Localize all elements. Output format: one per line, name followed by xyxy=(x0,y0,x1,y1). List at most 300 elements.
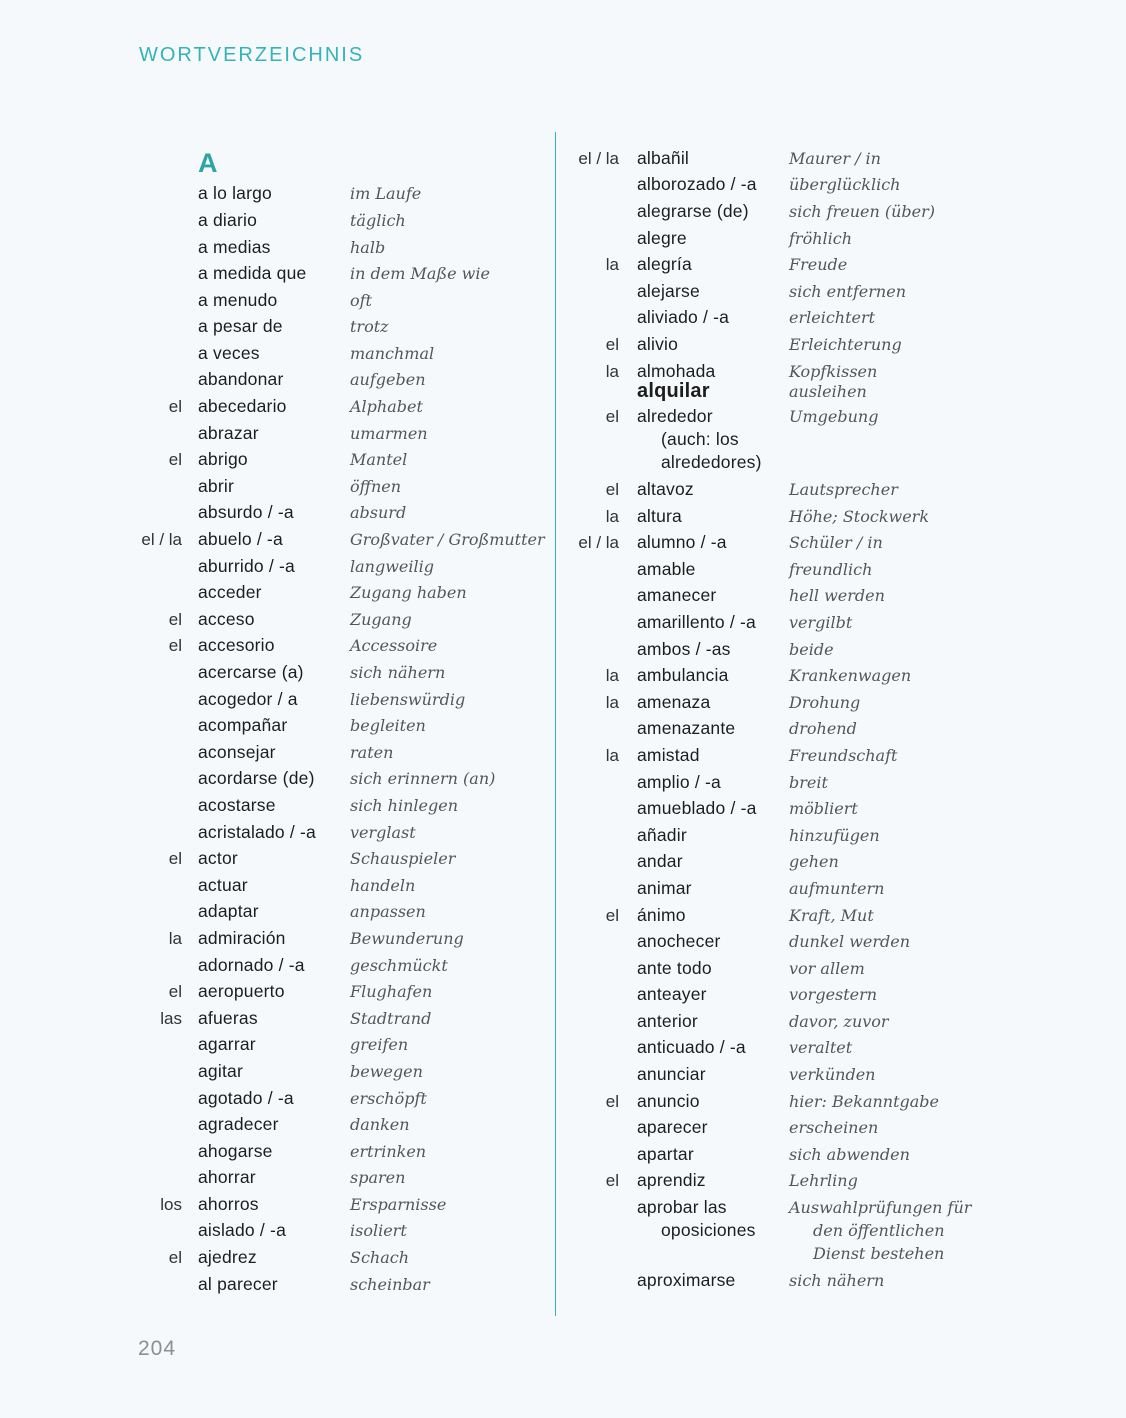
entry-german-main: handeln xyxy=(350,876,416,895)
entry-spanish-term xyxy=(637,904,686,927)
entry-spanish-term xyxy=(637,531,727,554)
entry-article: el / la xyxy=(141,530,182,549)
entry-spanish-main: aislado / -a xyxy=(198,1220,287,1240)
entry-spanish-term xyxy=(637,1063,706,1086)
entry-german-main: sparen xyxy=(350,1168,406,1187)
entry-spanish-term xyxy=(198,236,271,259)
entry-german-translation xyxy=(350,900,426,923)
entry-spanish-main: alumno / -a xyxy=(637,532,727,552)
entry-german-translation xyxy=(350,741,393,764)
entry-spanish-main: altura xyxy=(637,506,682,526)
entry-german-translation xyxy=(789,771,828,794)
entry-german-translation xyxy=(789,1010,889,1033)
entry-german-translation xyxy=(789,173,900,196)
entry-spanish-main: acompañar xyxy=(198,715,288,735)
entry-spanish-main: a veces xyxy=(198,343,260,363)
entry-german-main: sich nähern xyxy=(350,663,446,682)
entry-spanish-term xyxy=(198,980,285,1003)
entry-german-main: sich entfernen xyxy=(789,282,906,301)
entry-spanish-term xyxy=(198,767,315,790)
entry-german-main: hinzufügen xyxy=(789,826,880,845)
entry-german-translation xyxy=(350,581,467,604)
entry-german-translation xyxy=(350,342,434,365)
entry-spanish-main: ajedrez xyxy=(198,1247,257,1267)
entry-german-main: Lautsprecher xyxy=(789,480,898,499)
entry-german-main: Zugang haben xyxy=(350,583,467,602)
entry-spanish-term xyxy=(637,227,687,250)
entry-german-main: veraltet xyxy=(789,1038,853,1057)
entry-spanish-term xyxy=(637,611,756,634)
entry-spanish-main: amistad xyxy=(637,745,700,765)
entry-spanish-term xyxy=(198,1087,294,1110)
entry-german-translation xyxy=(789,333,902,356)
entry-spanish-term xyxy=(198,688,298,711)
entry-german-main: anpassen xyxy=(350,902,426,921)
entry-german-translation xyxy=(350,528,545,551)
entry-german-main: in dem Maße wie xyxy=(350,264,490,283)
entry-article: la xyxy=(605,666,619,685)
entry-german-translation xyxy=(789,280,906,303)
entry-german-main: Flughafen xyxy=(350,982,433,1001)
entry-german-main: Krankenwagen xyxy=(789,666,912,685)
entry-german-translation xyxy=(789,824,880,847)
entry-spanish-term xyxy=(198,1219,286,1242)
entry-article: el xyxy=(605,480,619,499)
entry-spanish-main: abuelo / -a xyxy=(198,529,283,549)
entry-spanish-main: albañil xyxy=(637,148,689,168)
entry-spanish-term xyxy=(198,315,283,338)
entry-german-main: hell werden xyxy=(789,586,885,605)
entry-german-main: isoliert xyxy=(350,1221,407,1240)
entry-german-translation xyxy=(789,638,834,661)
entry-german-translation xyxy=(350,1113,410,1136)
entry-spanish-term xyxy=(198,661,304,684)
entry-spanish-term xyxy=(198,1007,258,1030)
entry-spanish-main: aproximarse xyxy=(637,1270,736,1290)
entry-article: la xyxy=(605,507,619,526)
entry-spanish-main: anterior xyxy=(637,1011,698,1031)
entry-spanish-main: aconsejar xyxy=(198,742,276,762)
entry-german-translation xyxy=(789,1063,875,1086)
entry-spanish-main: amarillento / -a xyxy=(637,612,756,632)
entry-spanish-main: actor xyxy=(198,848,238,868)
entry-spanish-main: aprobar las xyxy=(637,1197,727,1217)
entry-article: el xyxy=(168,450,182,469)
entry-spanish-main: ambulancia xyxy=(637,665,729,685)
entry-german-translation xyxy=(350,688,465,711)
entry-german-translation xyxy=(350,555,434,578)
entry-spanish-main: aliviado / -a xyxy=(637,307,730,327)
entry-spanish-term xyxy=(198,501,294,524)
entry-german-translation xyxy=(350,1219,407,1242)
entry-german-translation xyxy=(350,927,464,950)
entry-german-translation xyxy=(789,930,910,953)
entry-german-main: Umgebung xyxy=(789,407,879,426)
entry-german-translation xyxy=(789,584,885,607)
entry-spanish-term xyxy=(637,147,689,170)
entry-german-main: langweilig xyxy=(350,557,434,576)
entry-spanish-main: agitar xyxy=(198,1061,243,1081)
entry-german-main: erleichtert xyxy=(789,308,876,327)
entry-german-translation xyxy=(350,821,416,844)
entry-german-translation xyxy=(789,877,884,900)
column-divider xyxy=(555,132,556,1316)
entry-spanish-main: adornado / -a xyxy=(198,955,305,975)
entry-german-main: Stadtrand xyxy=(350,1009,432,1028)
entry-spanish-term xyxy=(637,1010,698,1033)
entry-spanish-main: animar xyxy=(637,878,692,898)
entry-spanish-main: absurdo / -a xyxy=(198,502,294,522)
entry-spanish-term xyxy=(637,638,731,661)
entry-spanish-main: amenazante xyxy=(637,718,736,738)
entry-german-translation xyxy=(350,794,458,817)
entry-spanish-main: amanecer xyxy=(637,585,717,605)
entry-spanish-term xyxy=(637,200,749,223)
entry-german-main: vorgestern xyxy=(789,985,878,1004)
entry-article: la xyxy=(168,929,182,948)
entry-german-translation xyxy=(350,422,428,445)
entry-spanish-term xyxy=(198,1273,278,1296)
entry-spanish-term xyxy=(198,475,234,498)
entry-spanish-main: ante todo xyxy=(637,958,712,978)
entry-spanish-term xyxy=(637,930,721,953)
entry-german-translation xyxy=(789,505,929,528)
entry-german-continuation: den öffentlichen xyxy=(813,1221,945,1240)
entry-german-main: halb xyxy=(350,238,386,257)
entry-spanish-term xyxy=(198,581,262,604)
entry-spanish-term xyxy=(198,900,259,923)
entry-spanish-main: acostarse xyxy=(198,795,276,815)
entry-spanish-term xyxy=(637,505,682,528)
entry-german-main: Freude xyxy=(789,255,848,274)
entry-spanish-main: anticuado / -a xyxy=(637,1037,746,1057)
entry-german-translation xyxy=(789,405,878,428)
entry-german-translation xyxy=(350,315,389,338)
entry-german-translation xyxy=(789,253,847,276)
entry-german-translation xyxy=(789,957,865,980)
entry-german-main: Maurer / in xyxy=(789,149,881,168)
entry-spanish-term xyxy=(198,634,275,657)
entry-german-translation xyxy=(350,475,401,498)
entry-spanish-main: amenaza xyxy=(637,692,711,712)
entry-spanish-term xyxy=(637,1036,746,1059)
entry-german-main: Großvater / Großmutter xyxy=(350,530,545,549)
entry-spanish-term xyxy=(637,717,735,740)
entry-german-translation xyxy=(350,448,407,471)
entry-german-main: raten xyxy=(350,743,394,762)
entry-german-translation xyxy=(350,1060,423,1083)
entry-spanish-main: ánimo xyxy=(637,905,686,925)
entry-spanish-term xyxy=(198,1113,279,1136)
entry-german-main: vor allem xyxy=(789,959,865,978)
entry-spanish-main: a menudo xyxy=(198,290,278,310)
entry-spanish-continuation: alrededores) xyxy=(661,452,762,472)
entry-spanish-term xyxy=(198,448,248,471)
entry-german-main: vergilbt xyxy=(789,613,853,632)
entry-spanish-main: anuncio xyxy=(637,1091,700,1111)
entry-spanish-term xyxy=(198,342,260,365)
entry-spanish-main: a pesar de xyxy=(198,316,283,336)
entry-german-translation xyxy=(789,904,874,927)
entry-spanish-term xyxy=(198,741,276,764)
entry-german-main: Auswahlprüfungen für xyxy=(789,1198,972,1217)
entry-german-translation xyxy=(350,714,426,737)
entry-german-translation xyxy=(350,1166,405,1189)
entry-spanish-main: abecedario xyxy=(198,396,287,416)
entry-german-translation xyxy=(350,1033,408,1056)
entry-spanish-term xyxy=(198,794,276,817)
entry-german-translation xyxy=(789,380,867,403)
entry-german-main: absurd xyxy=(350,503,407,522)
entry-article: el xyxy=(168,849,182,868)
entry-german-translation xyxy=(350,847,455,870)
entry-german-main: sich abwenden xyxy=(789,1145,910,1164)
entry-german-main: davor, zuvor xyxy=(789,1012,889,1031)
entry-german-translation xyxy=(350,368,426,391)
entry-spanish-term xyxy=(637,744,700,767)
entry-spanish-main: alegría xyxy=(637,254,692,274)
entry-german-translation xyxy=(789,1169,858,1192)
entry-german-translation xyxy=(350,262,490,285)
entry-german-main: freundlich xyxy=(789,560,873,579)
entry-spanish-term xyxy=(637,558,696,581)
entry-spanish-term xyxy=(637,1116,708,1139)
entry-german-main: fröhlich xyxy=(789,229,853,248)
entry-german-main: sich nähern xyxy=(789,1271,885,1290)
entry-german-main: ertrinken xyxy=(350,1142,427,1161)
entry-spanish-main: alrededor xyxy=(637,406,713,426)
entry-spanish-main: amueblado / -a xyxy=(637,798,757,818)
entry-spanish-term xyxy=(198,262,306,285)
entry-spanish-term xyxy=(637,1169,706,1192)
entry-german-translation xyxy=(350,236,385,259)
entry-spanish-main: aburrido / -a xyxy=(198,556,295,576)
entry-spanish-main: alborozado / -a xyxy=(637,174,757,194)
entry-german-main: verkünden xyxy=(789,1065,876,1084)
entry-german-translation xyxy=(350,1193,446,1216)
entry-spanish-term xyxy=(637,1196,756,1242)
entry-german-main: Schauspieler xyxy=(350,849,456,868)
entry-spanish-term xyxy=(637,824,687,847)
entry-german-main: Freundschaft xyxy=(789,746,898,765)
entry-german-main: liebenswürdig xyxy=(350,690,466,709)
entry-spanish-main: alejarse xyxy=(637,281,700,301)
entry-german-main: möbliert xyxy=(789,799,858,818)
entry-german-main: trotz xyxy=(350,317,389,336)
entry-spanish-main: agradecer xyxy=(198,1114,279,1134)
entry-article: el xyxy=(605,906,619,925)
entry-german-translation xyxy=(789,611,852,634)
entry-spanish-term xyxy=(637,584,716,607)
entry-german-main: danken xyxy=(350,1115,410,1134)
entry-spanish-term xyxy=(198,395,287,418)
entry-spanish-term xyxy=(198,1246,257,1269)
entry-german-translation xyxy=(789,691,860,714)
entry-article: el xyxy=(605,335,619,354)
entry-german-translation xyxy=(350,1007,431,1030)
entry-spanish-main: abandonar xyxy=(198,369,284,389)
entry-spanish-term xyxy=(637,333,678,356)
entry-german-main: Mantel xyxy=(350,450,408,469)
entry-german-main: täglich xyxy=(350,211,406,230)
entry-article: los xyxy=(160,1195,182,1214)
entry-german-main: scheinbar xyxy=(350,1275,430,1294)
entry-spanish-term xyxy=(637,957,712,980)
entry-article: el xyxy=(168,1248,182,1267)
entry-spanish-term xyxy=(198,954,305,977)
entry-german-translation xyxy=(789,1143,910,1166)
entry-spanish-term xyxy=(637,253,692,276)
entry-spanish-main: acceder xyxy=(198,582,262,602)
entry-german-main: breit xyxy=(789,773,828,792)
entry-german-main: Schüler / in xyxy=(789,533,883,552)
page-number: 204 xyxy=(138,1337,177,1360)
section-letter: A xyxy=(198,148,218,178)
entry-german-main: erschöpft xyxy=(350,1089,427,1108)
entry-spanish-main: apartar xyxy=(637,1144,694,1164)
entry-german-translation xyxy=(350,980,432,1003)
entry-spanish-main: abrazar xyxy=(198,423,259,443)
entry-german-translation xyxy=(350,395,423,418)
entry-german-main: Bewunderung xyxy=(350,929,464,948)
entry-spanish-main: alquilar xyxy=(637,380,710,402)
entry-spanish-main: acordarse (de) xyxy=(198,768,315,788)
entry-spanish-term xyxy=(637,983,707,1006)
entry-spanish-term xyxy=(198,1033,256,1056)
entry-german-main: verglast xyxy=(350,823,416,842)
entry-spanish-term xyxy=(637,173,757,196)
entry-spanish-term xyxy=(198,714,287,737)
entry-german-translation xyxy=(350,661,445,684)
entry-german-main: gehen xyxy=(789,852,839,871)
entry-german-main: Ersparnisse xyxy=(350,1195,447,1214)
entry-spanish-term xyxy=(637,850,683,873)
entry-spanish-term xyxy=(637,306,729,329)
entry-german-main: drohend xyxy=(789,719,857,738)
entry-spanish-term xyxy=(198,1166,256,1189)
entry-german-translation xyxy=(789,227,852,250)
entry-german-translation xyxy=(789,664,911,687)
entry-spanish-main: anteayer xyxy=(637,984,707,1004)
entry-german-main: bewegen xyxy=(350,1062,423,1081)
entry-spanish-main: ambos / -as xyxy=(637,639,731,659)
entry-spanish-term xyxy=(198,182,272,205)
entry-german-main: erscheinen xyxy=(789,1118,879,1137)
entry-spanish-term xyxy=(637,1143,694,1166)
entry-spanish-main: andar xyxy=(637,851,683,871)
entry-spanish-continuation: oposiciones xyxy=(661,1220,756,1240)
entry-german-main: sich freuen (über) xyxy=(789,202,936,221)
entry-spanish-main: alegrarse (de) xyxy=(637,201,749,221)
entry-spanish-main: aeropuerto xyxy=(198,981,285,1001)
entry-article: el xyxy=(605,1092,619,1111)
entry-spanish-term xyxy=(198,821,316,844)
entry-article: el / la xyxy=(578,149,619,168)
entry-spanish-term xyxy=(637,1090,700,1113)
entry-german-translation xyxy=(350,1246,409,1269)
entry-german-main: manchmal xyxy=(350,344,435,363)
entry-german-main: überglücklich xyxy=(789,175,901,194)
entry-german-main: Höhe; Stockwerk xyxy=(789,507,930,526)
entry-german-main: Drohung xyxy=(789,693,861,712)
entry-spanish-term xyxy=(198,874,248,897)
entry-german-translation xyxy=(350,1087,427,1110)
entry-spanish-main: agarrar xyxy=(198,1034,256,1054)
entry-german-main: Schach xyxy=(350,1248,410,1267)
entry-spanish-main: a medias xyxy=(198,237,271,257)
entry-spanish-main: amplio / -a xyxy=(637,772,721,792)
entry-spanish-term xyxy=(198,422,259,445)
entry-spanish-term xyxy=(198,1140,273,1163)
entry-spanish-main: abrigo xyxy=(198,449,248,469)
entry-german-main: Accessoire xyxy=(350,636,438,655)
entry-german-continuation: Dienst bestehen xyxy=(813,1244,945,1263)
entry-german-translation xyxy=(789,797,858,820)
entry-german-translation xyxy=(789,1116,878,1139)
entry-german-main: öffnen xyxy=(350,477,402,496)
entry-spanish-main: amable xyxy=(637,559,696,579)
entry-spanish-main: a lo largo xyxy=(198,183,272,203)
entry-spanish-main: ahorros xyxy=(198,1194,259,1214)
entry-spanish-main: acercarse (a) xyxy=(198,662,304,682)
entry-article: el xyxy=(605,1171,619,1190)
entry-article: el xyxy=(168,397,182,416)
entry-german-translation xyxy=(789,717,857,740)
entry-article: el xyxy=(168,636,182,655)
entry-article: el / la xyxy=(578,533,619,552)
entry-german-translation xyxy=(350,501,406,524)
entry-spanish-term xyxy=(198,528,283,551)
entry-german-translation xyxy=(789,1036,852,1059)
entry-article: el xyxy=(168,982,182,1001)
entry-german-translation xyxy=(350,874,415,897)
entry-spanish-term xyxy=(637,1269,735,1292)
entry-spanish-main: ahogarse xyxy=(198,1141,273,1161)
entry-spanish-main: añadir xyxy=(637,825,687,845)
entry-spanish-main: admiración xyxy=(198,928,286,948)
entry-spanish-main: aprendiz xyxy=(637,1170,706,1190)
entry-spanish-main: alivio xyxy=(637,334,679,354)
entry-spanish-main: anunciar xyxy=(637,1064,706,1084)
entry-german-main: beide xyxy=(789,640,834,659)
entry-spanish-main: acceso xyxy=(198,609,255,629)
entry-german-translation xyxy=(350,289,372,312)
entry-german-main: oft xyxy=(350,291,372,310)
entry-spanish-main: alegre xyxy=(637,228,687,248)
entry-spanish-term xyxy=(637,380,710,403)
entry-spanish-term xyxy=(637,405,762,474)
entry-german-translation xyxy=(350,182,421,205)
entry-german-translation xyxy=(350,1140,426,1163)
entry-german-main: dunkel werden xyxy=(789,932,911,951)
entry-article: el xyxy=(605,407,619,426)
entry-german-translation xyxy=(350,1273,430,1296)
entry-spanish-term xyxy=(637,664,729,687)
entry-spanish-term xyxy=(198,927,286,950)
entry-german-translation xyxy=(789,1269,884,1292)
entry-german-main: ausleihen xyxy=(789,382,867,401)
entry-spanish-main: a medida que xyxy=(198,263,307,283)
entry-spanish-main: adaptar xyxy=(198,901,259,921)
entry-german-main: Kopfkissen xyxy=(789,362,878,381)
entry-spanish-term xyxy=(198,289,277,312)
entry-german-translation xyxy=(350,209,406,232)
entry-spanish-main: agotado / -a xyxy=(198,1088,294,1108)
entry-article: la xyxy=(605,362,619,381)
entry-spanish-main: actuar xyxy=(198,875,248,895)
entry-spanish-term xyxy=(198,368,284,391)
entry-german-main: im Laufe xyxy=(350,184,422,203)
